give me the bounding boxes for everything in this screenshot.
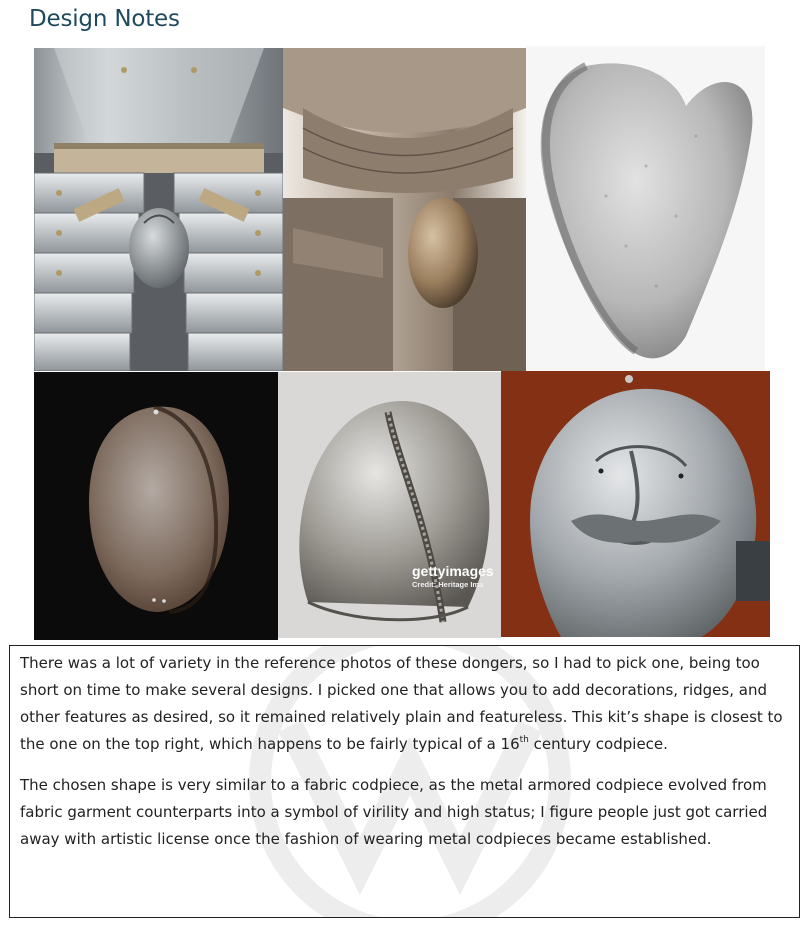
design-notes-box	[9, 645, 800, 918]
ordinal-suffix: th	[519, 735, 529, 745]
photo-gilded-armor	[283, 48, 526, 371]
page-title: Design Notes	[29, 6, 180, 32]
watermark-brand: gettyimages	[412, 563, 494, 579]
photo-roped-codpiece	[278, 372, 501, 638]
notes-paragraph-1	[10, 650, 799, 758]
notes-paragraph-2: The chosen shape is very similar to a fabric codpiece, as the metal armored codpiece evolved from fabric garment counterparts into a symbol of virility and high status; I figure people just got carried away with artistic license once the fashion of wearing metal codpieces became established.	[20, 776, 768, 848]
photo-heart-codpiece	[526, 46, 765, 371]
photo-rusted-codpiece	[34, 372, 278, 640]
watermark-credit: Credit: Heritage Ima	[412, 580, 484, 589]
notes-paragraph-1-end: century codpiece.	[528, 735, 668, 753]
photo-armor-front	[34, 48, 283, 371]
photo-face-codpiece	[501, 371, 770, 637]
notes-paragraph-1-main: There was a lot of variety in the reference photos of these dongers, so I had to pick one, being too short on time to make several designs. I picked one that allows you to add decorations, ridges, and other features as desired, so it remained relatively plain and featureless. This kit’s shape is closest to the one on the top right, which happens to be fairly typical of a 16	[20, 654, 783, 753]
